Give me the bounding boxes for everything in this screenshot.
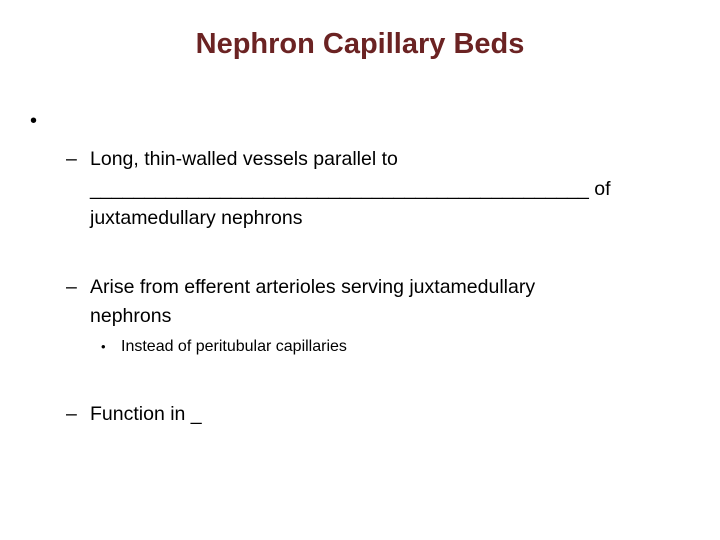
dash-marker: –	[66, 276, 77, 298]
dash-marker: –	[66, 148, 77, 170]
bullet-line: Arise from efferent arterioles serving juxtamedullary	[90, 276, 536, 298]
sub-bullet-text: Instead of peritubular capillaries	[121, 338, 347, 355]
empty-bullet: •	[30, 110, 38, 132]
dash-marker: –	[66, 403, 77, 425]
bullet-marker: •	[101, 339, 106, 354]
bullet-line: Function in _	[90, 403, 202, 425]
bullet-line: Long, thin-walled vessels parallel to	[90, 148, 398, 170]
bullet-line: juxtamedullary nephrons	[90, 207, 303, 229]
slide-title: Nephron Capillary Beds	[195, 28, 525, 60]
bullet-line: nephrons	[90, 305, 172, 327]
fill-in-blank-line: ______________________________________________ of	[90, 178, 611, 200]
